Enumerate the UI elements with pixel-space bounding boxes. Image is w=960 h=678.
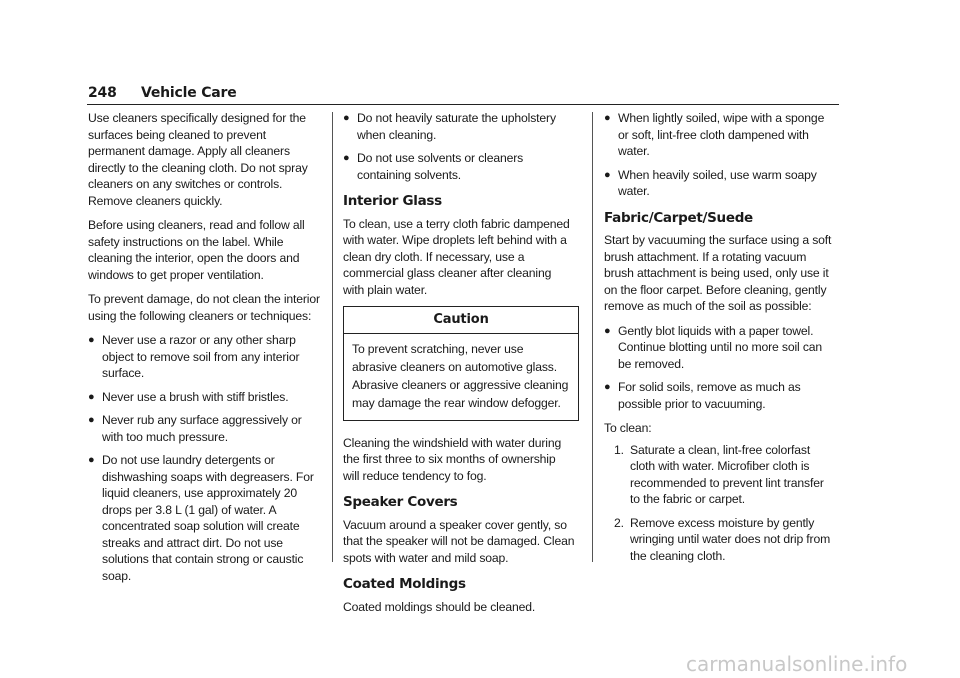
- list-item: [604, 110, 836, 160]
- list-item: [604, 515, 836, 565]
- list-item-text: Never rub any surface aggressively or with too much pressure.: [102, 413, 302, 444]
- list-item-text: Do not heavily saturate the upholstery when cleaning.: [357, 111, 556, 142]
- column-1: [88, 110, 320, 592]
- list-item: [604, 379, 836, 412]
- paragraph: Coated moldings should be cleaned.: [343, 599, 536, 614]
- caution-box: [343, 306, 579, 421]
- bullet-icon: ●: [604, 381, 611, 393]
- paragraph: Vacuum around a speaker cover gently, so that the speaker will not be damaged. Clean spots with water and mild soap.: [343, 517, 575, 565]
- column-divider: [332, 112, 333, 562]
- list-item: [604, 323, 836, 373]
- list-item: [343, 110, 575, 143]
- list-item-text: Do not use solvents or cleaners containing solvents.: [357, 151, 524, 182]
- paragraph: Start by vacuuming the surface using a soft brush attachment. If a rotating vacuum brush attachment is being used, only use it on the floor carpet. Before cleaning, gently remove as much of the soil as possible:: [604, 233, 832, 313]
- list-item-text: When lightly soiled, wipe with a sponge or soft, lint-free cloth dampened with water.: [618, 111, 825, 158]
- list-item-text: Never use a brush with stiff bristles.: [102, 389, 289, 404]
- list-item: [88, 332, 320, 382]
- paragraph: Cleaning the windshield with water during the first three to six months of ownership will reduce tendency to fog.: [343, 435, 562, 483]
- page-header: [87, 82, 839, 105]
- bullet-list: [88, 332, 320, 584]
- caution-title: Caution: [344, 307, 578, 334]
- list-item-text: Saturate a clean, lint-free colorfast cloth with water. Microfiber cloth is recommended to prevent lint transfer to the fabric or carpet.: [630, 442, 824, 506]
- heading-interior-glass: Interior Glass: [343, 193, 442, 209]
- list-item-text: Remove excess moisture by gently wringing until water does not drip from the cleaning cloth.: [630, 515, 831, 563]
- list-item: [88, 452, 320, 584]
- paragraph: Before using cleaners, read and follow all safety instructions on the label. While cleaning the interior, open the doors and windows to get proper ventilation.: [88, 218, 305, 282]
- step-number: 2.: [614, 515, 624, 530]
- bullet-list: [604, 323, 836, 413]
- caution-text: To prevent scratching, never use abrasive cleaners on automotive glass. Abrasive cleaners or aggressive cleaning may damage the rear window defogger.: [352, 341, 569, 410]
- numbered-list: [604, 442, 836, 565]
- bullet-icon: ●: [604, 324, 611, 337]
- paragraph: To prevent damage, do not clean the interior using the following cleaners or techniques:: [88, 292, 320, 323]
- paragraph: To clean, use a terry cloth fabric dampened with water. Wipe droplets left behind with a clean dry cloth. If necessary, use a commercial glass cleaner after cleaning with plain water.: [343, 216, 570, 297]
- bullet-icon: ●: [343, 152, 350, 164]
- list-item-text: Do not use laundry detergents or dishwashing soaps with degreasers. For liquid cleaners, use approximately 20 drops per 3.8 L (1 gal) of water. A concentrated soap solution will create streaks and attract dirt. Do not use solutions that contain strong or caustic soap.: [102, 453, 314, 583]
- list-item: [604, 167, 836, 200]
- column-2: [343, 110, 575, 623]
- list-item: [88, 389, 320, 406]
- list-item: [604, 442, 836, 508]
- bullet-icon: ●: [88, 454, 95, 466]
- bullet-list: [343, 110, 575, 183]
- heading-fabric-carpet-suede: Fabric/Carpet/Suede: [604, 209, 753, 226]
- heading-speaker-covers: Speaker Covers: [343, 494, 458, 510]
- bullet-icon: ●: [604, 112, 611, 124]
- list-item-text: When heavily soiled, use warm soapy water.: [618, 167, 817, 198]
- bullet-list: [604, 110, 836, 200]
- bullet-icon: ●: [88, 414, 95, 426]
- column-3: [604, 110, 836, 571]
- bullet-icon: ●: [343, 112, 350, 124]
- list-item: [88, 412, 320, 445]
- bullet-icon: ●: [604, 168, 611, 181]
- section-title: Vehicle Care: [141, 85, 237, 101]
- bullet-icon: ●: [88, 334, 95, 346]
- list-item: [343, 150, 575, 183]
- heading-coated-moldings: Coated Moldings: [343, 576, 466, 592]
- paragraph: To clean:: [604, 421, 652, 435]
- list-item-text: Gently blot liquids with a paper towel. Continue blotting until no more soil can be removed.: [618, 323, 823, 371]
- list-item-text: For solid soils, remove as much as possible prior to vacuuming.: [618, 380, 801, 411]
- bullet-icon: ●: [88, 390, 95, 403]
- watermark-text: carmanualsonline.info: [686, 652, 908, 676]
- list-item-text: Never use a razor or any other sharp object to remove soil from any interior surface.: [102, 333, 300, 380]
- step-number: 1.: [614, 442, 624, 457]
- page-number: 248: [88, 85, 117, 101]
- paragraph: Use cleaners specifically designed for the surfaces being cleaned to prevent permanent damage. Apply all cleaners directly to the cleaning cloth. Do not spray cleaners on any switches or controls. Remove cleaners quickly.: [88, 111, 308, 208]
- column-divider: [592, 112, 593, 562]
